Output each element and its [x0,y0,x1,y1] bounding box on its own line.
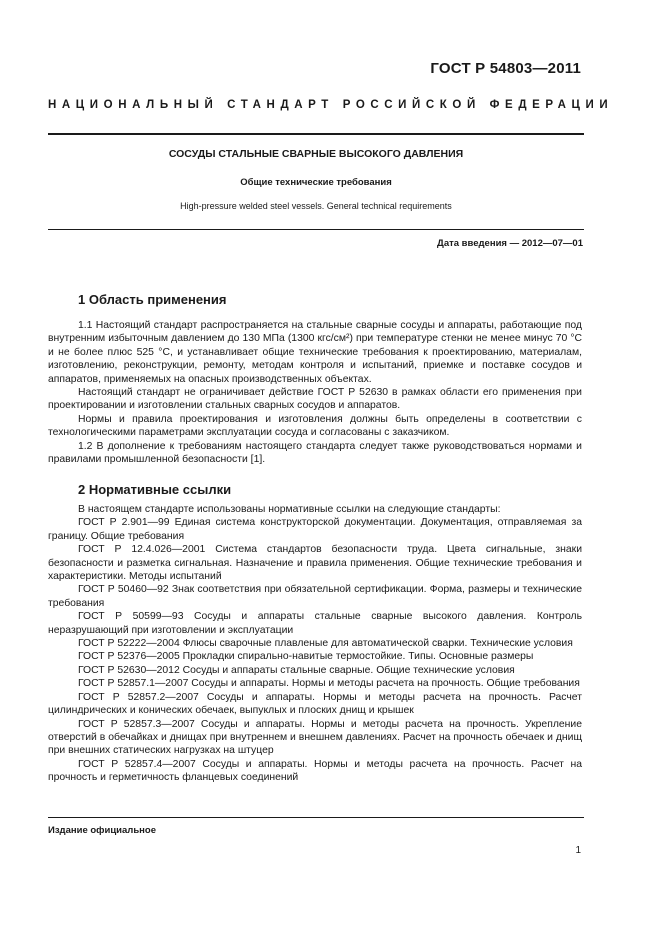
official-edition-label: Издание официальное [48,825,156,836]
paragraph: 1.1 Настоящий стандарт распространяется на стальные сварные сосуды и аппараты, работающие под внутренним избыточным давлением до 130 МПа (1300 кгс/см²) при температуре стенки не менее минус 70 °С и не более плюс 525 °С, и устанавливает общие технические требования к проектированию, материалам, изготовлению, реконструкции, ремонту, методам контроля и испытаний, приемке и поставке сосудов и аппаратов, применяемых на опасных производственных объектах. [48,320,582,385]
reference-item: ГОСТ Р 52857.4—2007 Сосуды и аппараты. Нормы и методы расчета на прочность. Расчет на прочность и герметичность фланцевых соединений [48,758,582,784]
section-heading-references: 2 Нормативные ссылки [78,482,232,497]
paragraph: Нормы и правила проектирования и изготовления должны быть определены в соответствии с технологическими параметрами эксплуатации сосуда и согласованы с заказчиком. [48,413,582,439]
page-number: 1 [575,845,581,856]
paragraph: Настоящий стандарт не ограничивает действие ГОСТ Р 52630 в рамках области его применения при проектировании и изготовлении стальных сварных сосудов и аппаратов. [48,387,582,412]
english-title: High-pressure welded steel vessels. General technical requirements [180,201,452,211]
paragraph: 1.2 В дополнение к требованиям настоящего стандарта следует также руководствоваться нормами и правилами промышленной безопасности [1]. [48,440,582,466]
national-standard-banner: НАЦИОНАЛЬНЫЙ СТАНДАРТ РОССИЙСКОЙ ФЕДЕРАЦИИ [48,99,614,111]
section-body-scope [48,319,582,466]
header-divider [48,133,584,135]
section-heading-scope: 1 Область применения [78,292,227,307]
section-body-references [48,503,582,785]
reference-item: ГОСТ Р 2.901—99 Единая система конструкторской документации. Документация, отправляемая за границу. Общие требования [48,517,582,542]
reference-item: ГОСТ Р 52857.1—2007 Сосуды и аппараты. Нормы и методы расчета на прочность. Общие требования [78,678,580,690]
reference-item: ГОСТ Р 52857.2—2007 Сосуды и аппараты. Нормы и методы расчета на прочность. Расчет цилиндрических и конических обечаек, выпуклых и плоских днищ и крышек [48,691,582,717]
reference-item: ГОСТ Р 50460—92 Знак соответствия при обязательной сертификации. Форма, размеры и технические требования [48,584,582,609]
gost-code: ГОСТ Р 54803—2011 [430,60,581,77]
introduction-date: Дата введения — 2012—07—01 [437,238,583,249]
footer-divider [48,817,584,818]
title-divider [48,229,584,230]
reference-item: ГОСТ Р 12.4.026—2001 Система стандартов безопасности труда. Цвета сигнальные, знаки безопасности и разметка сигнальная. Назначение и правила применения. Общие технические требования и характеристики. Методы испытаний [48,544,582,583]
reference-item: ГОСТ Р 52857.3—2007 Сосуды и аппараты. Нормы и методы расчета на прочность. Укрепление отверстий в обечайках и днищах при внутреннем и внешнем давлениях. Расчет на прочность обечаек и днищ при внешних статических нагрузках на штуцер [48,718,582,757]
reference-item: ГОСТ Р 50599—93 Сосуды и аппараты стальные сварные высокого давления. Контроль неразрушающий при изготовлении и эксплуатации [48,611,582,636]
paragraph: В настоящем стандарте использованы нормативные ссылки на следующие стандарты: [78,504,501,515]
reference-item: ГОСТ Р 52376—2005 Прокладки спирально-навитые термостойкие. Типы. Основные размеры [78,651,534,663]
document-title: СОСУДЫ СТАЛЬНЫЕ СВАРНЫЕ ВЫСОКОГО ДАВЛЕНИЯ [168,148,464,160]
reference-item: ГОСТ Р 52222—2004 Флюсы сварочные плавленые для автоматической сварки. Технические условия [78,638,573,650]
document-subtitle: Общие технические требования [240,177,392,188]
reference-item: ГОСТ Р 52630—2012 Сосуды и аппараты стальные сварные. Общие технические условия [78,664,515,676]
